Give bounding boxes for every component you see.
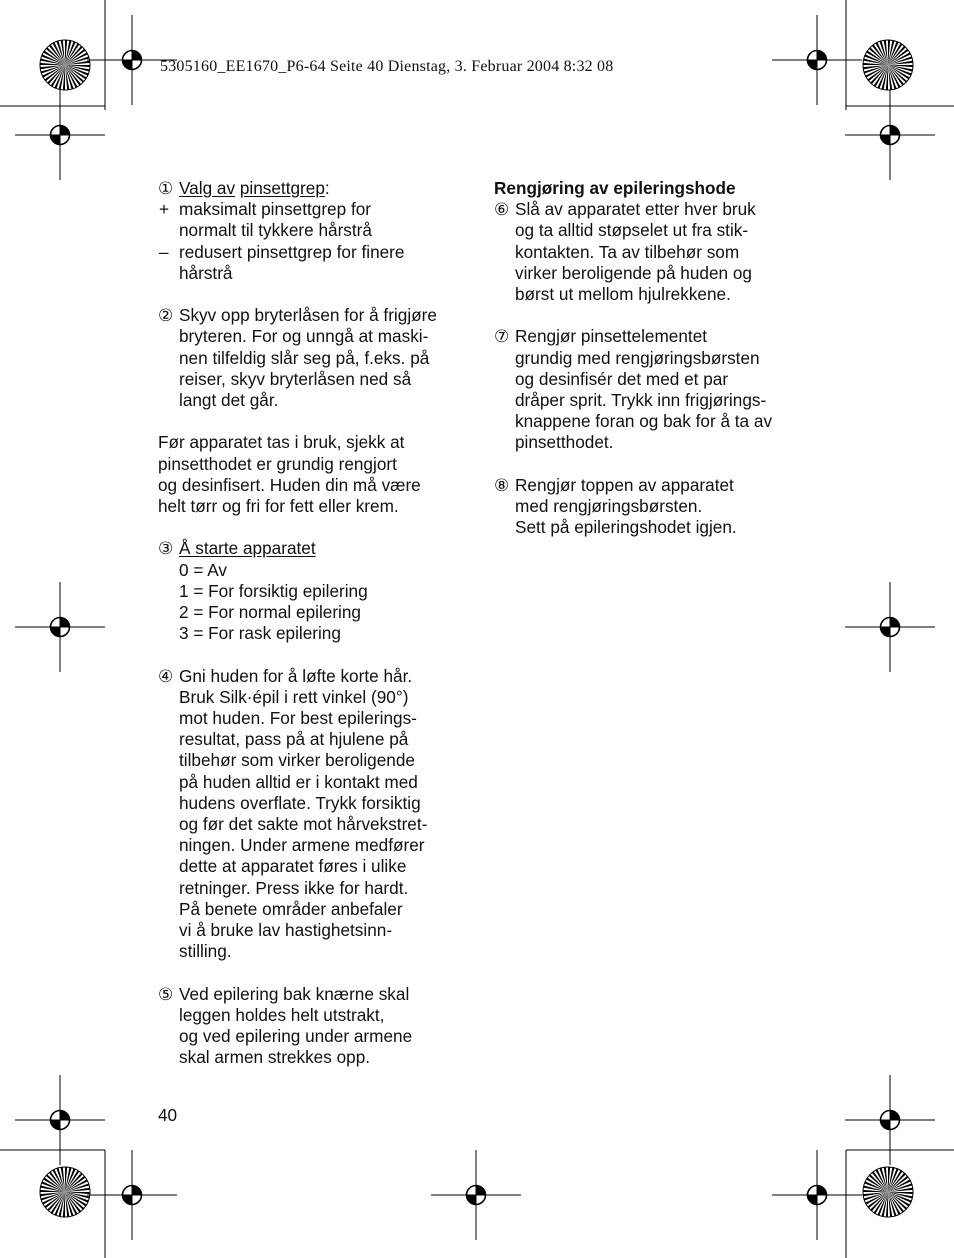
item-5-number: ⑤ xyxy=(158,983,174,1004)
minus-mark: – xyxy=(159,241,169,262)
item-4: ④ Gni huden for å løfte korte hår. Bruk Silk·épil i rett vinkel (90°) mot huden. For best epilerings- resultat, pass på at hjulene på tilbehør som virker beroligende på huden alltid er i kontakt med hudens overflate. Trykk forsiktig og før det sakte mot hårvekstret- ningen. Under armene medfører dette at apparatet føres i ulike retninger. Press ikke for hardt. På benete områder anbefaler vi å bruke lav hastighetsinn- stilling. xyxy=(158,665,428,962)
page-number: 40 xyxy=(158,1105,178,1125)
speed-3: 3 = For rask epilering xyxy=(179,623,341,644)
section-heading: Rengjøring av epileringshode xyxy=(494,178,736,198)
item-6: ⑥ Slå av apparatet etter hver bruk og ta alltid støpselet ut fra stik- kontakten. Ta av tilbehør som virker beroligende på huden og børst ut mellom hjulrekkene. xyxy=(494,199,756,305)
item-1-title: Valg av pinsettgrep: xyxy=(179,178,330,198)
plus-option: + maksimalt pinsettgrep for normalt til tykkere hårstrå xyxy=(159,199,372,241)
item-8-number: ⑧ xyxy=(494,474,510,495)
left-column xyxy=(158,178,478,1068)
starburst-icon xyxy=(863,1167,913,1217)
item-3-title: Å starte apparatet xyxy=(179,538,316,559)
item-2-number: ② xyxy=(158,305,174,326)
item-1-number: ① xyxy=(158,178,174,198)
speed-0: 0 = Av xyxy=(179,559,227,580)
minus-option: – redusert pinsettgrep for finere hårstrå xyxy=(159,241,405,283)
plus-mark: + xyxy=(159,199,170,220)
print-slug-header: 5305160_EE1670_P6-64 Seite 40 Dienstag, 3. Februar 2004 8:32 08 xyxy=(160,58,614,75)
item-7: ⑦ Rengjør pinsettelementet grundig med rengjøringsbørsten og desinfisér det med et par dråper sprit. Trykk inn frigjørings- knappene foran og bak for å ta av pinsetthodet. xyxy=(494,326,773,453)
item-6-number: ⑥ xyxy=(494,199,510,220)
item-2: ② Skyv opp bryterlåsen for å frigjøre bryteren. For og unngå at maski- nen tilfeldig slår seg på, f.eks. på reiser, skyv bryterlåsen ned så langt det går. xyxy=(158,305,437,411)
starburst-icon xyxy=(40,1167,90,1217)
right-column xyxy=(494,178,814,538)
item-3 xyxy=(158,538,478,644)
speed-1: 1 = For forsiktig epilering xyxy=(179,580,368,601)
starburst-icon xyxy=(40,40,90,90)
item-1 xyxy=(158,178,478,199)
item-7-number: ⑦ xyxy=(494,326,510,347)
starburst-icon xyxy=(863,40,913,90)
intro-paragraph: Før apparatet tas i bruk, sjekk at pinsetthodet er grundig rengjort og desinfisert. Huden din må være helt tørr og fri for fett eller krem. xyxy=(158,432,421,517)
item-4-number: ④ xyxy=(158,665,174,686)
speed-2: 2 = For normal epilering xyxy=(179,602,361,623)
item-3-number: ③ xyxy=(158,538,174,559)
item-5: ⑤ Ved epilering bak knærne skal leggen holdes helt utstrakt, og ved epilering under armene skal armen strekkes opp. xyxy=(158,983,413,1068)
item-8: ⑧ Rengjør toppen av apparatet med rengjøringsbørsten. Sett på epileringshodet igjen. xyxy=(494,474,737,538)
